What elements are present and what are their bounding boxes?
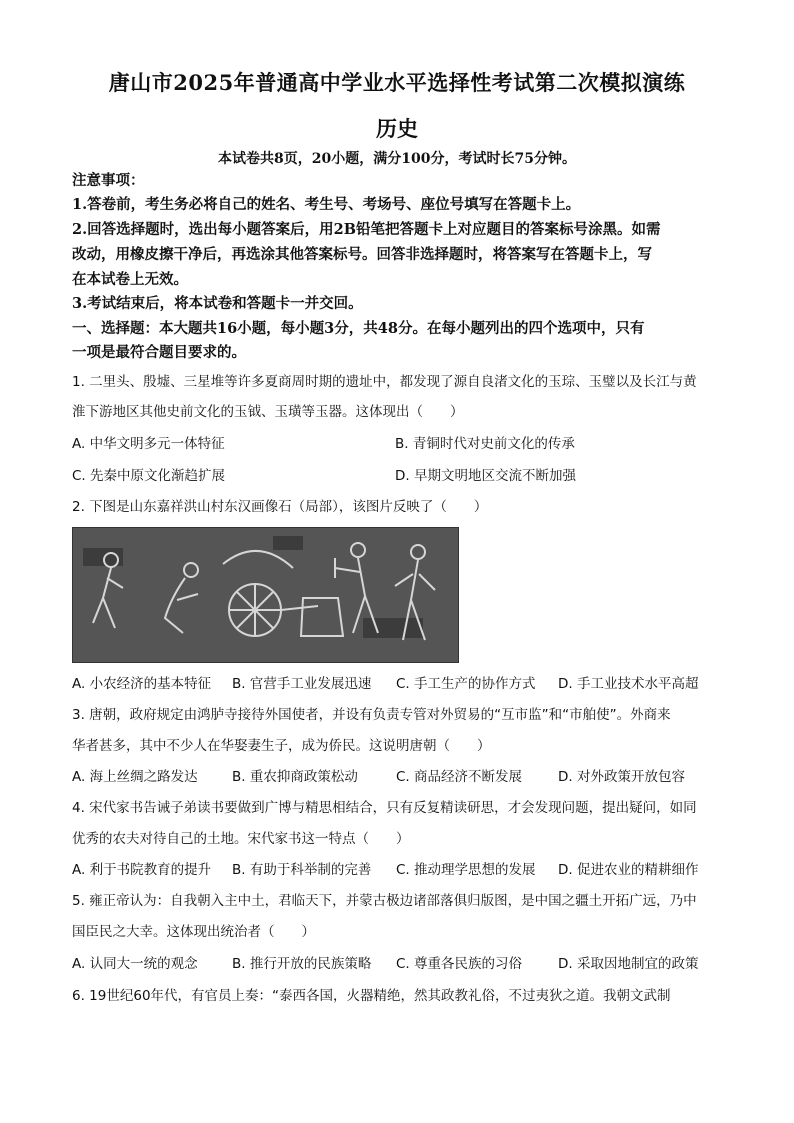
option-b[interactable]: B. 推行开放的民族策略 (232, 956, 372, 972)
question-stem: 2. 下图是山东嘉祥洪山村东汉画像石（局部），该图片反映了（ ） (72, 499, 488, 515)
option-b[interactable]: B. 有助于科举制的完善 (232, 862, 372, 878)
question-stem: 国臣民之大幸。这体现出统治者（ ） (72, 924, 315, 940)
option-a[interactable]: A. 中华文明多元一体特征 (72, 436, 225, 452)
question-stem: 3. 唐朝，政府规定由鸿胪寺接待外国使者，并设有负责专管对外贸易的“互市监”和“市舶使”。外商来 (72, 707, 671, 723)
option-a[interactable]: A. 认同大一统的观念 (72, 956, 198, 972)
question-stem: 5. 雍正帝认为：自我朝入主中土，君临天下，并蒙古极边诸部落俱归版图，是中国之疆土开拓广远，乃中 (72, 893, 697, 909)
relief-drawing (73, 528, 458, 662)
option-a[interactable]: A. 利于书院教育的提升 (72, 862, 212, 878)
option-a[interactable]: A. 小农经济的基本特征 (72, 676, 212, 692)
option-b[interactable]: B. 青铜时代对史前文化的传承 (395, 436, 575, 452)
option-c[interactable]: C. 尊重各民族的习俗 (396, 956, 523, 972)
option-c[interactable]: C. 商品经济不断发展 (396, 769, 523, 785)
question-stem: 淮下游地区其他史前文化的玉钺、玉璜等玉器。这体现出（ ） (72, 404, 464, 420)
han-stone-relief-image (72, 527, 459, 663)
option-d[interactable]: D. 对外政策开放包容 (558, 769, 685, 785)
question-stem: 优秀的农夫对待自己的土地。宋代家书这一特点（ ） (72, 831, 410, 847)
notes-line: 1.答卷前，考生务必将自己的姓名、考生号、考场号、座位号填写在答题卡上。 (72, 196, 581, 213)
question-stem: 6. 19世纪60年代，有官员上奏：“泰西各国，火器精绝，然其政教礼俗，不过夷狄之道。我朝文武制 (72, 988, 671, 1004)
subject-title: 历史 (376, 116, 418, 141)
question-stem: 华者甚多，其中不少人在华娶妻生子，成为侨民。这说明唐朝（ ） (72, 738, 491, 754)
section-heading: 一项是最符合题目要求的。 (72, 344, 246, 361)
exam-info: 本试卷共8页，20小题，满分100分，考试时长75分钟。 (218, 151, 576, 167)
option-c[interactable]: C. 推动理学思想的发展 (396, 862, 536, 878)
option-c[interactable]: C. 手工生产的协作方式 (396, 676, 536, 692)
option-d[interactable]: D. 采取因地制宜的政策 (558, 956, 699, 972)
notes-line: 3.考试结束后，将本试卷和答题卡一并交回。 (72, 295, 363, 312)
option-d[interactable]: D. 促进农业的精耕细作 (558, 862, 699, 878)
option-b[interactable]: B. 重农抑商政策松动 (232, 769, 358, 785)
option-a[interactable]: A. 海上丝绸之路发达 (72, 769, 198, 785)
notes-line: 2.回答选择题时，选出每小题答案后，用2B铅笔把答题卡上对应题目的答案标号涂黑。如需 (72, 221, 661, 238)
question-stem: 1. 二里头、殷墟、三星堆等许多夏商周时期的遗址中，都发现了源自良渚文化的玉琮、玉璧以及长江与黄 (72, 374, 697, 390)
option-c[interactable]: C. 先秦中原文化渐趋扩展 (72, 468, 226, 484)
option-b[interactable]: B. 官营手工业发展迅速 (232, 676, 372, 692)
notes-line: 在本试卷上无效。 (72, 271, 188, 288)
notes-heading: 注意事项： (72, 172, 145, 189)
exam-title: 唐山市2025年普通高中学业水平选择性考试第二次模拟演练 (108, 70, 686, 95)
option-d[interactable]: D. 早期文明地区交流不断加强 (395, 468, 576, 484)
section-heading: 一、选择题：本大题共16小题，每小题3分，共48分。在每小题列出的四个选项中，只有 (72, 320, 645, 337)
notes-line: 改动，用橡皮擦干净后，再选涂其他答案标号。回答非选择题时，将答案写在答题卡上，写 (72, 246, 652, 263)
question-stem: 4. 宋代家书告诫子弟读书要做到广博与精思相结合，只有反复精读研思，才会发现问题，提出疑问，如同 (72, 800, 697, 816)
option-d[interactable]: D. 手工业技术水平高超 (558, 676, 699, 692)
